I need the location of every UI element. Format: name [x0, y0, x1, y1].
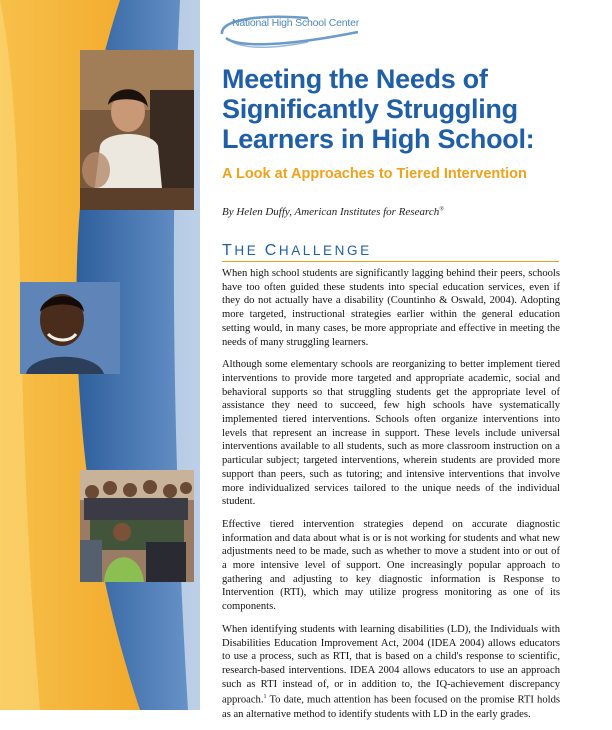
- decorative-sidebar: [0, 0, 200, 710]
- photo-student-portrait: [20, 282, 120, 374]
- byline-text: By Helen Duffy, American Institutes for Research: [222, 206, 440, 218]
- section-heading: [222, 242, 559, 262]
- paragraph-3: Effective tiered intervention strategies depend on accurate diagnostic information and data about what is or is not working for students and what new adjustments need to be made, such as whether to move a student into or out of a more intensive level of support. One increasingly popular approach to gathering and adjusting to key diagnostic information is Response to Intervention (RTI), which may utilize progress monitoring as one of its components.: [222, 518, 560, 613]
- section-heading-rest-1: HE: [234, 243, 265, 258]
- document-title: Meeting the Needs of Significantly Struggling Learners in High School:: [222, 64, 535, 154]
- section-heading-cap-2: C: [264, 242, 279, 259]
- document-subtitle: A Look at Approaches to Tiered Intervention: [222, 166, 527, 182]
- byline: [222, 206, 444, 218]
- paragraph-2: Although some elementary schools are reorganizing to better implement tiered interventions to provide more targeted and appropriate academic, social and behavioral supports so that struggling students get the appropriate level of assistance they need to succeed, few high schools have systematically implemented tiered interventions. Schools often organize interventions into levels that represent an increase in support. These levels include universal interventions available to all students, such as more classroom instruction on a particular subject; targeted interventions, wherein students are provided more support than peers, such as tutoring; and intensive interventions that involve more individualized services tailored to the unique needs of the individual student.: [222, 359, 560, 508]
- paragraph-4: [222, 623, 560, 721]
- section-heading-rest-2: HALLENGE: [278, 243, 372, 258]
- byline-registered-mark: ®: [439, 206, 444, 213]
- paragraph-4-continued: To date, much attention has been focused on the promise RTI holds as an alternative method to identify students with LD in the early grades.: [222, 694, 560, 720]
- footnote-marker: 1: [263, 694, 267, 701]
- photo-student-group: [80, 470, 194, 582]
- paragraph-4-text: When identifying students with learning disabilities (LD), the Individuals with Disabilities Education Improvement Act, 2004 (IDEA 2004) allows educators to use a process, such as RTI, that is based on a child's response to scientific, research-based interventions. IDEA 2004 allows educators to use an approach such as RTI instead of, or in addition to, the IQ-achievement discrepancy approach.: [222, 623, 560, 706]
- section-heading-cap-1: T: [222, 242, 235, 259]
- photo-student-classroom: [80, 50, 194, 210]
- paragraph-1: When high school students are significantly lagging behind their peers, schools have too often guided these students into special education services, even if they do not actually have a disability (Countinho & Oswald, 2004). Adopting more targeted, instructional strategies earlier within the general education setting would, in many cases, be more appropriate and effective in meeting the needs of many struggling learners.: [222, 268, 560, 348]
- logo-text: National High School Center: [232, 17, 360, 29]
- body-text: [222, 267, 560, 730]
